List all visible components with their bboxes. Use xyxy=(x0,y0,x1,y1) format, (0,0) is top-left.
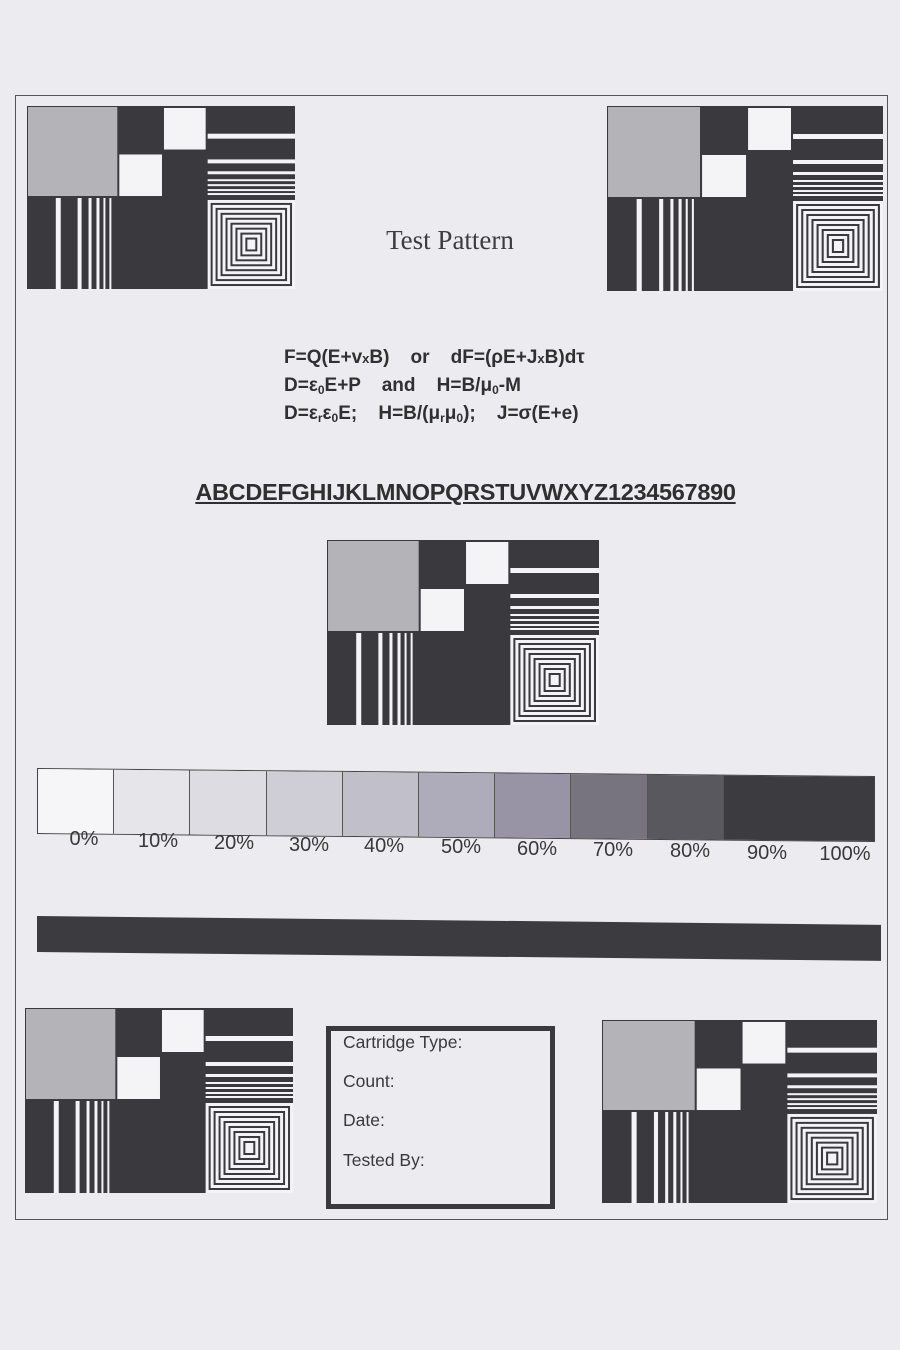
grayscale-label: 50% xyxy=(440,836,482,858)
grayscale-label: 0% xyxy=(69,828,99,850)
grayscale-cell xyxy=(114,770,190,835)
tested-by-label: Tested By: xyxy=(343,1150,425,1170)
grayscale-cell xyxy=(343,772,419,837)
grayscale-label: 60% xyxy=(516,838,558,860)
grayscale-label: 40% xyxy=(363,835,405,857)
count-label: Count: xyxy=(343,1071,395,1091)
page-title: Test Pattern xyxy=(386,225,514,255)
test-pattern-top-right xyxy=(607,106,883,291)
alphabet-line: ABCDEFGHIJKLMNOPQRSTUVWXYZ1234567890 xyxy=(195,479,736,505)
grayscale-label: 80% xyxy=(669,840,711,862)
grayscale-cell xyxy=(648,775,724,840)
grayscale-label: 20% xyxy=(213,832,255,854)
grayscale-cell xyxy=(38,769,114,834)
grayscale-cell xyxy=(495,773,571,838)
equation-line-3: $D=\varepsilon_r\varepsilon_0E$; $H=B/(\mu_r\mu_0)$; J=σ(E+e) xyxy=(284,403,579,425)
grayscale-label: 100% xyxy=(819,843,871,865)
grayscale-label: 30% xyxy=(288,834,330,856)
equation-line-2: $D=\varepsilon_0E+P$ and $H=B/\mu_0-M$ xyxy=(284,375,521,397)
test-pattern-bottom-left xyxy=(25,1008,293,1193)
grayscale-cell xyxy=(419,773,495,838)
grayscale-label: 10% xyxy=(137,830,179,852)
grayscale-cell xyxy=(724,776,874,841)
date-label: Date: xyxy=(343,1110,385,1130)
equation-line-1: F=Q(E+vxB) or dF=(ρE+JxB)dτ xyxy=(284,347,585,368)
test-pattern-top-left xyxy=(27,106,295,289)
grayscale-cell xyxy=(267,771,343,836)
test-pattern-bottom-right xyxy=(602,1020,877,1203)
grayscale-label: 70% xyxy=(592,839,634,861)
grayscale-cell xyxy=(571,774,647,839)
cartridge-type-label: Cartridge Type: xyxy=(343,1032,463,1052)
grayscale-label: 90% xyxy=(746,842,788,864)
test-pattern-center xyxy=(327,540,599,725)
grayscale-cell xyxy=(190,770,266,835)
